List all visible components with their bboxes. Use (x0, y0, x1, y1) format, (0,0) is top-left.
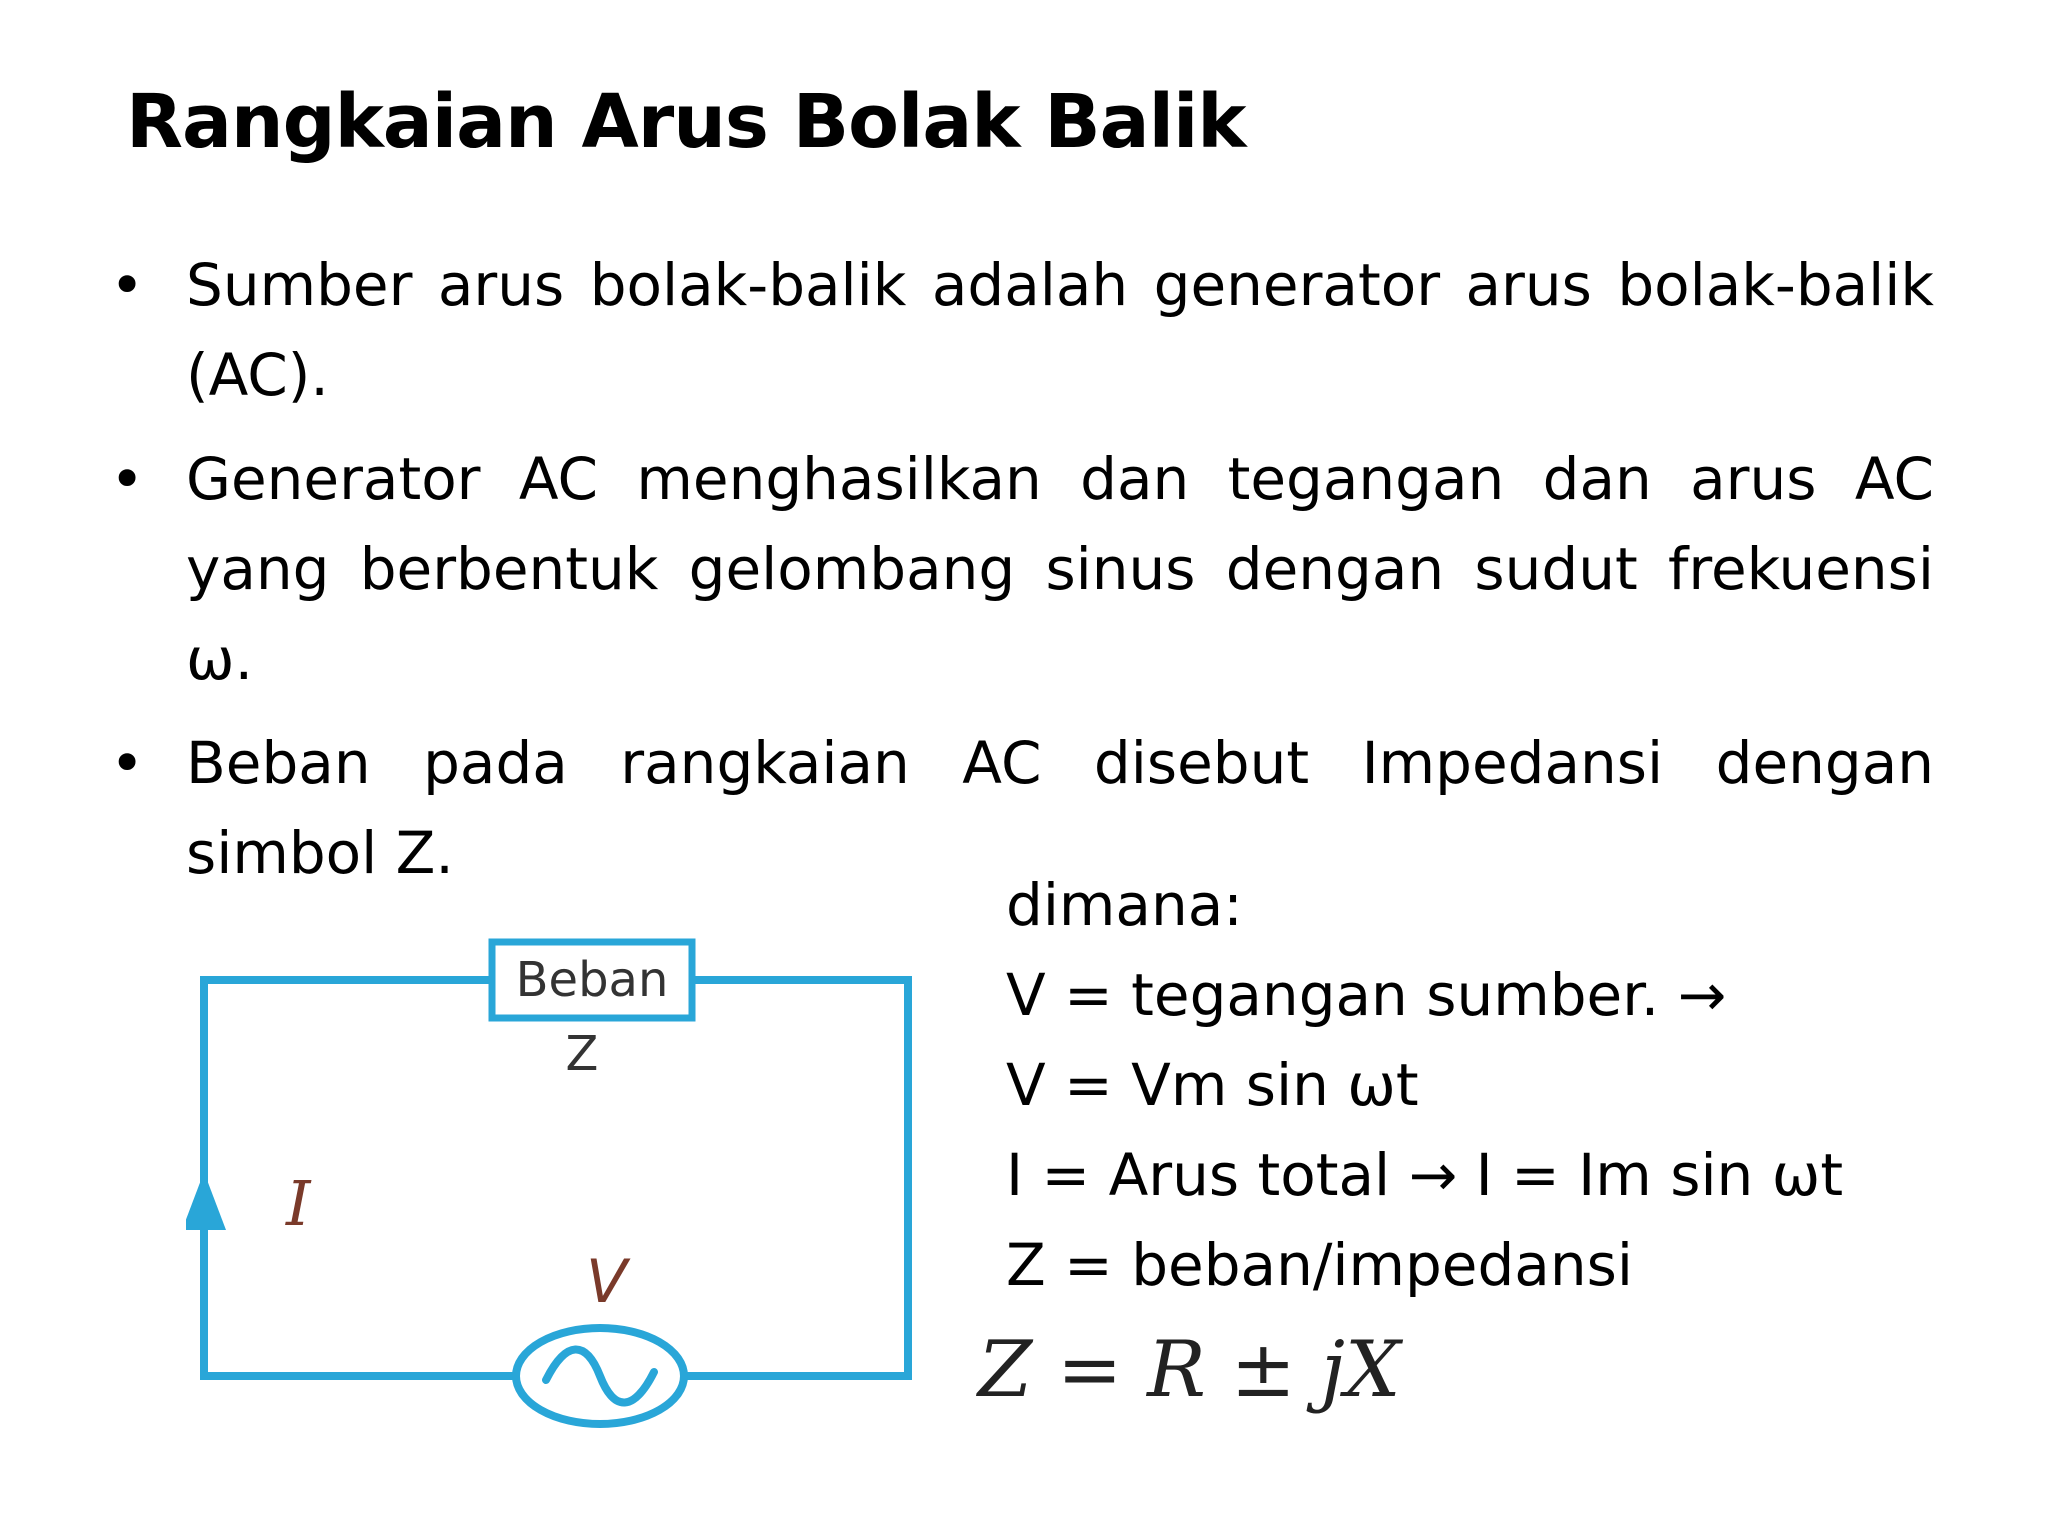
voltage-label: V (586, 1247, 628, 1317)
slide-title: Rangkaian Arus Bolak Balik (126, 79, 1246, 165)
notes-list (1006, 860, 1986, 1310)
bullet-marker: • (110, 729, 145, 797)
load-label: Beban (515, 952, 669, 1008)
circuit-diagram (186, 920, 926, 1430)
note-line: Z = beban/impedansi (1006, 1231, 1633, 1299)
current-label: I (286, 1167, 311, 1240)
bullet-marker: • (110, 251, 145, 319)
bullet-text: Generator AC menghasilkan dan tegangan dan arus AC yang berbentuk gelombang sinus dengan sudut frekuensi ω. (186, 445, 1934, 693)
bullet-item (110, 240, 1934, 420)
note-line: dimana: (1006, 871, 1243, 939)
note-line: V = tegangan sumber. → (1006, 961, 1727, 1029)
note-line: I = Arus total → I = Im sin ωt (1006, 1141, 1844, 1209)
impedance-formula: Z = R ± jX (978, 1325, 1401, 1415)
load-symbol: Z (565, 1026, 599, 1082)
current-arrow-icon (186, 1172, 226, 1230)
bullet-text: Beban pada rangkaian AC disebut Impedansi dengan simbol Z. (186, 729, 1934, 887)
bullet-list (110, 240, 1934, 912)
bullet-item (110, 434, 1934, 704)
note-line: V = Vm sin ωt (1006, 1051, 1419, 1119)
bullet-marker: • (110, 445, 145, 513)
bullet-text: Sumber arus bolak-balik adalah generator arus bolak-balik (AC). (186, 251, 1934, 409)
